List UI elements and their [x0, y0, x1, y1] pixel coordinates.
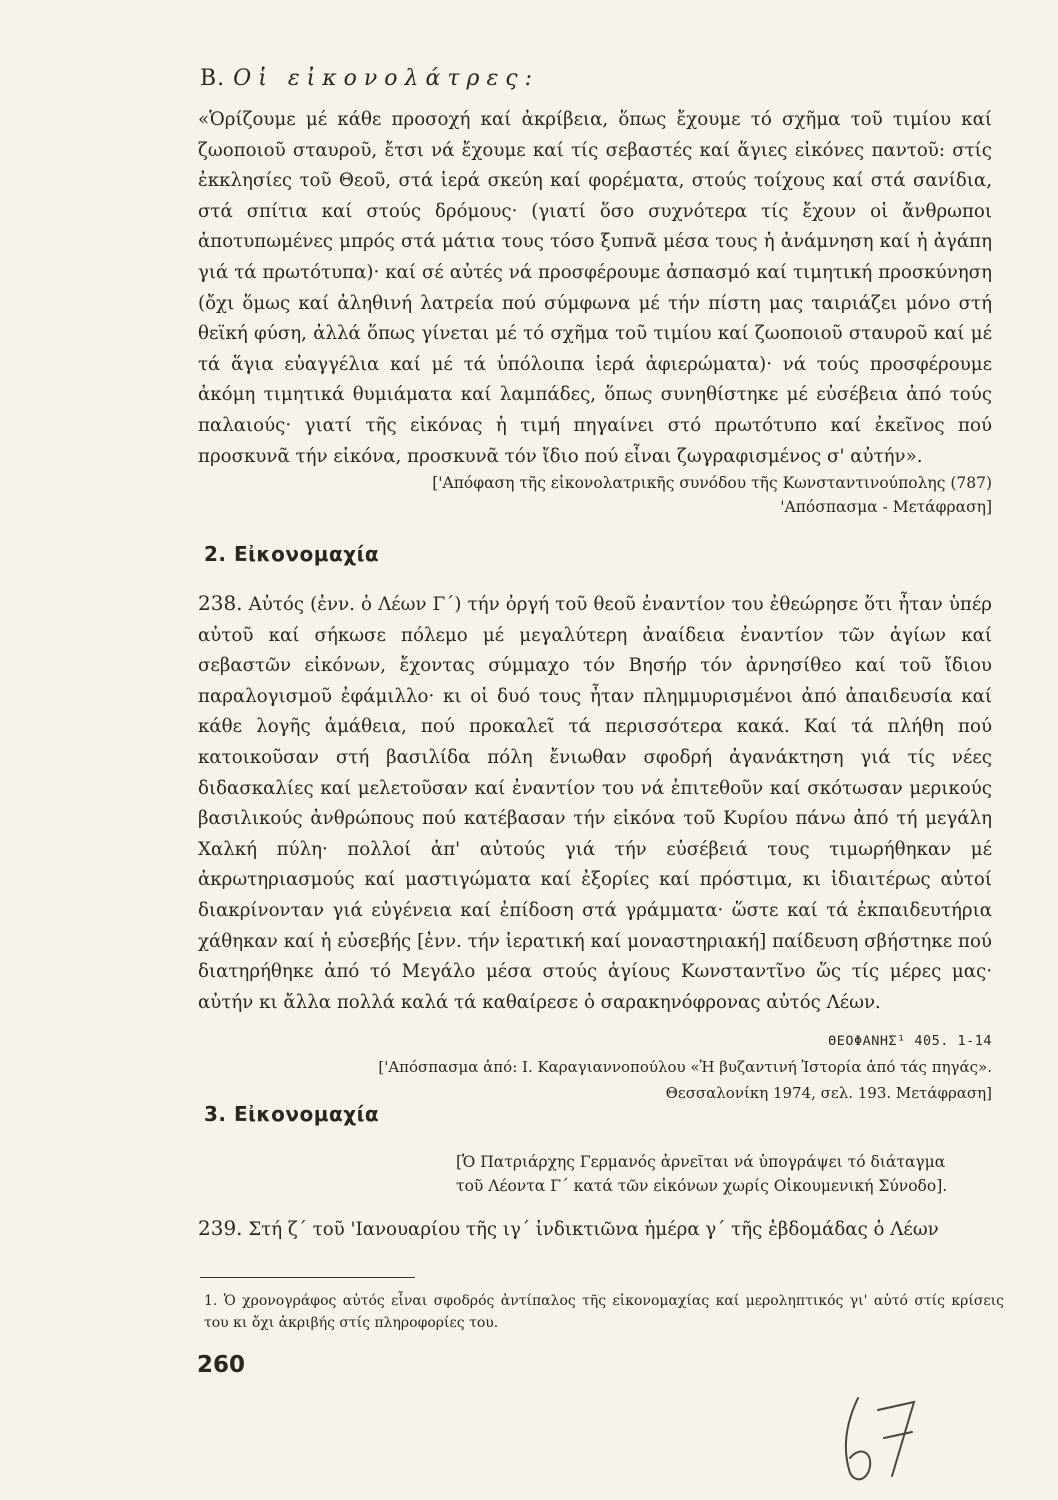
- section-3-intro-line-2: τοῦ Λέοντα Γ΄ κατά τῶν εἰκόνων χωρίς Οἰκουμενική Σύνοδο].: [456, 1177, 948, 1195]
- section-3-intro-line-1: [Ὁ Πατριάρχης Γερμανός ἀρνεῖται νά ὑπογράψει τό διάταγμα: [456, 1153, 946, 1171]
- citation-1-line-2: 'Απόσπασμα - Μετάφραση]: [780, 498, 992, 516]
- paragraph-1: «Ὁρίζουμε μέ κάθε προσοχή καί ἀκρίβεια, ὅπως ἔχουμε τό σχῆμα τοῦ τιμίου καί ζωοποιοῦ σταυροῦ, ἔτσι νά ἔχουμε καί τίς σεβαστές καί ἅγιες εἰκόνες παντοῦ: στίς ἐκκλησίες τοῦ Θεοῦ, στά ἱερά σκεύη καί φορέματα, στούς τοίχους καί στά σανίδια, στά σπίτια καί στούς δρόμους· (γιατί ὅσο συχνότερα τίς ἔχουν οἱ ἄνθρωποι ἀποτυπωμένες μπρός στά μάτια τους τόσο ξυπνᾶ μέσα τους ἡ ἀνάμνηση καί ἡ ἀγάπη γιά τά πρωτότυπα)· καί σέ αὐτές νά προσφέρουμε ἀσπασμό καί τιμητική προσκύνηση (ὄχι ὅμως καί ἀληθινή λατρεία πού σύμφωνα μέ τήν πίστη μας ταιριάζει μόνο στή θεϊκή φύση, ἀλλά ὅπως γίνεται μέ τό σχῆμα τοῦ τιμίου καί ζωοποιοῦ σταυροῦ καί μέ τά ἅγια εὐαγγέλια καί μέ τά ὑπόλοιπα ἱερά ἀφιερώματα)· νά τούς προσφέρουμε ἀκόμη τιμητικά θυμιάματα καί λαμπάδες, ὅπως συνηθίστηκε μέ εὐσέβεια ἀπό τούς παλαιούς· γιατί τῆς εἰκόνας ἡ τιμή πηγαίνει στό πρωτότυπο καί ἐκεῖνος πού προσκυνᾶ τήν εἰκόνα, προσκυνᾶ τόν ἴδιο πού εἶναι ζωγραφισμένος σ' αὐτήν».: [198, 109, 992, 467]
- section-3-intro: [456, 1150, 1005, 1198]
- section-b-label: Β.: [200, 66, 226, 91]
- section-b-title: Οἱ εἰκονολάτρες:: [233, 66, 539, 91]
- paragraph-239-text: Στή ζ΄ τοῦ 'Ιανουαρίου τῆς ιγ΄ ἰνδικτιῶνα ἡμέρα γ΄ τῆς ἑβδομάδας ὁ Λέων: [248, 1219, 939, 1240]
- paragraph-239: [198, 1213, 992, 1246]
- page-number: 260: [197, 1352, 246, 1378]
- paragraph-238: [198, 588, 992, 1018]
- paragraph-238-text: Αὐτός (ἐνν. ὁ Λέων Γ΄) τήν ὀργή τοῦ θεοῦ ἐναντίον του ἐθεώρησε ὅτι ἦταν ὑπέρ αὐτοῦ καί σήκωσε πόλεμο μέ μεγαλύτερη ἀναίδεια ἐναντίον τῶν ἁγίων καί σεβαστῶν εἰκόνων, ἔχοντας σύμμαχο τόν Βησήρ τόν ἀρνησίθεο καί τοῦ ἴδιου παραλογισμοῦ ἐφάμιλλο· κι οἱ δυό τους ἦταν πλημμυρισμένοι ἀπό ἀπαιδευσία καί κάθε λογῆς ἀμάθεια, πού προκαλεῖ τά περισσότερα κακά. Καί τά πλήθη πού κατοικοῦσαν στή βασιλίδα πόλη ἔνιωθαν σφοδρή ἀγανάκτηση γιά τίς νέες διδασκαλίες καί μελετοῦσαν καί ἐναντίον του νά ἐπιτεθοῦν καί σκότωσαν μερικούς βασιλικούς ἀνθρώπους πού κατέβασαν τήν εἰκόνα τοῦ Κυρίου πάνω ἀπό τή μεγάλη Χαλκή πύλη· πολλοί ἀπ' αὐτούς γιά τήν εὐσέβειά τους τιμωρήθηκαν μέ ἀκρωτηριασμούς καί μαστιγώματα καί ἐξορίες καί πρόστιμα, κι ἰδιαιτέρως αὐτοί διακρίνονταν γιά εὐγένεια καί ἐπίδοση στά γράμματα· ὥστε καί τά ἐκπαιδευτήρια χάθηκαν καί ἡ εὐσεβής [ἐνν. τήν ἱερατική καί μοναστηριακή] παίδευση σβήστηκε πού διατηρήθηκε ἀπό τό Μεγάλο μέσα στούς ἁγίους Κωνσταντῖνο ὥς τίς μέρες μας· αὐτήν κι ἄλλα πολλά καλά τά καθαίρεσε ὁ σαρακηνόφρονας αὐτός Λέων.: [198, 594, 992, 1013]
- citation-2-line-2: ['Απόσπασμα ἀπό: Ι. Καραγιαννοπούλου «Ἡ βυζαντινή Ἱστορία ἀπό τάς πηγάς».: [378, 1058, 992, 1076]
- section-b-heading: [200, 66, 539, 91]
- paragraph-number-239: 239.: [198, 1216, 243, 1240]
- citation-1: [432, 471, 992, 519]
- citation-2-source: ΘΕΟΦΑΝΗΣ¹ 405. 1-14: [828, 1033, 992, 1049]
- heading-2: 2. Εἰκονομαχία: [204, 542, 380, 566]
- footnote: 1. Ὁ χρονογράφος αὐτός εἶναι σφοδρός ἀντίπαλος τῆς εἰκονομαχίας καί μεροληπτικός γι' αὐτό στίς κρίσεις του κι ὄχι ἀκριβής στίς πληροφορίες του.: [204, 1293, 1004, 1331]
- citation-2: [378, 1028, 992, 1106]
- paragraph-number-238: 238.: [198, 591, 243, 615]
- footnote-divider: [200, 1277, 415, 1278]
- heading-3: 3. Εἰκονομαχία: [204, 1102, 380, 1126]
- citation-1-line-1: ['Απόφαση τῆς εἰκονολατρικῆς συνόδου τῆς Κωνσταντινούπολης (787): [432, 474, 992, 492]
- handwritten-page-mark: [838, 1388, 928, 1488]
- citation-2-line-3: Θεσσαλονίκη 1974, σελ. 193. Μετάφραση]: [665, 1084, 992, 1102]
